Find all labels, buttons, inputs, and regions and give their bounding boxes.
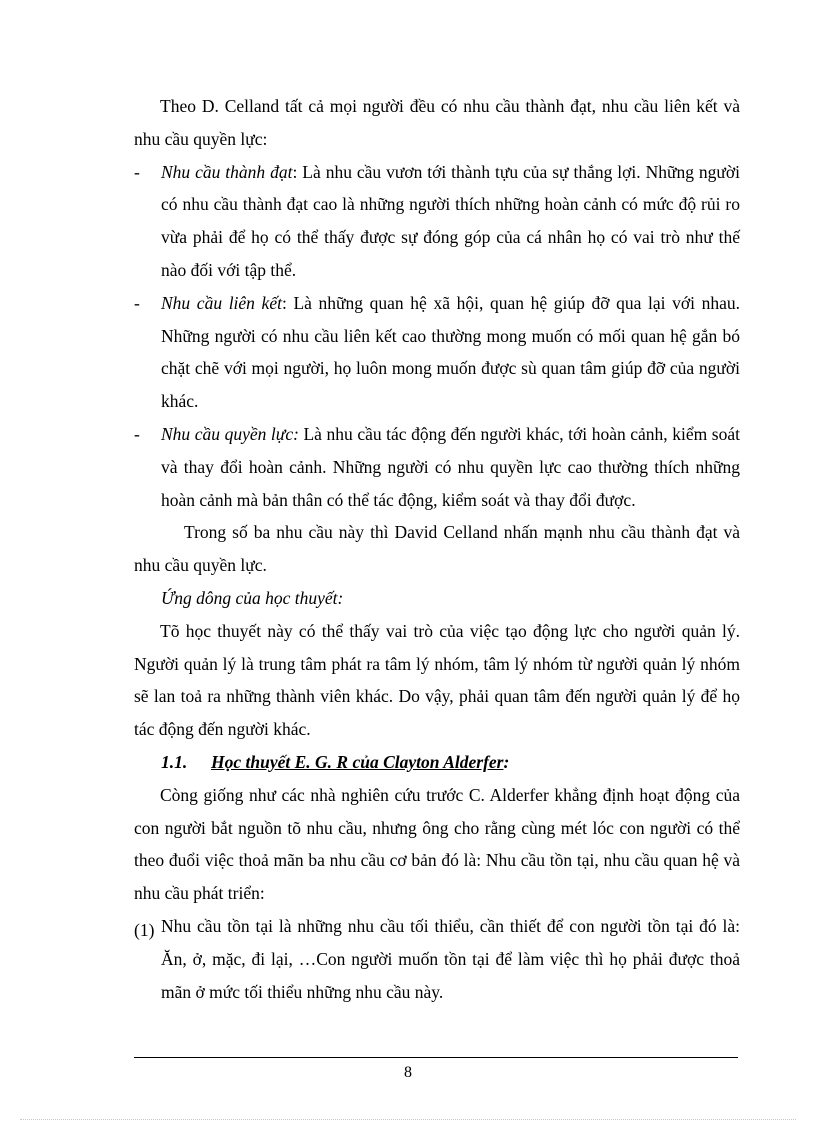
body-text	[134, 90, 740, 1008]
numbered-text: Nhu cầu tồn tại là những nhu cầu tối thiểu, cần thiết để con người tồn tại đó là: Ăn, ở, mặc, đi lại, …Con người muốn tồn tại để làm việc thì họ phải được thoả mãn ở mức tối thiểu những nhu cầu này.	[161, 915, 740, 1002]
heading-title: Học thuyết E. G. R của Clayton Alderfer	[211, 751, 504, 772]
bullet-term: Nhu cầu quyền lực:	[161, 423, 299, 444]
bullet-term: Nhu cầu liên kết	[161, 292, 282, 313]
application-paragraph: Tõ học thuyết này có thể thấy vai trò của việc tạo động lực cho người quản lý. Người quản lý là trung tâm phát ra tâm lý nhóm, tâm lý nhóm từ người quản lý nhóm sẽ lan toả ra những thành viên khác. Do vậy, phải quan tâm đến người quản lý để họ tác động đến người khác.	[134, 620, 740, 740]
page-bottom-edge	[20, 1119, 796, 1120]
footer-divider	[134, 1057, 738, 1058]
bullet-term: Nhu cầu thành đạt	[161, 161, 293, 182]
bullet-marker: -	[134, 423, 140, 444]
page-number: 8	[404, 1064, 412, 1081]
bullet-separator: :	[281, 292, 294, 313]
heading-colon: :	[503, 751, 510, 772]
list-item	[134, 418, 740, 516]
bullet-list	[134, 156, 740, 517]
list-item	[134, 287, 740, 418]
heading-number: 1.1.	[161, 751, 188, 772]
application-title: Ứng dông của học thuyết:	[161, 587, 344, 608]
numbered-list	[134, 910, 740, 1008]
bullet-text: Là nhu cầu tác động đến người khác, tới hoàn cảnh, kiểm soát và thay đổi hoàn cảnh. Những người có nhu quyền lực cao thường thích những hoàn cảnh mà bản thân có thể tác động, kiểm soát và thay đổi được.	[161, 423, 740, 510]
bullet-marker: -	[134, 292, 140, 313]
section-heading	[134, 746, 740, 779]
list-item	[134, 156, 740, 287]
bullet-text: Là nhu cầu vươn tới thành tựu của sự thắng lợi. Những người có nhu cầu thành đạt cao là những người thích những hoàn cảnh có mức độ rủi ro vừa phải để họ có thể thấy được sự đóng góp của cá nhân họ có vai trò như thế nào đối với tập thể.	[161, 161, 740, 280]
numbered-marker: (1)	[134, 919, 155, 940]
list-item	[134, 910, 740, 1008]
bullet-text: Là những quan hệ xã hội, quan hệ giúp đỡ qua lại với nhau. Những người có nhu cầu liên kết cao thường mong muốn có mối quan hệ gắn bó chặt chẽ với mọi người, họ luôn mong muốn được sù quan tâm giúp đỡ của người khác.	[161, 292, 741, 412]
bullet-marker: -	[134, 161, 140, 182]
alderfer-paragraph: Còng giống như các nhà nghiên cứu trước C. Alderfer khẳng định hoạt động của con người bắt nguồn tõ nhu cầu, nhưng ông cho rằng cùng mét lóc con người có thể theo đuổi việc thoả mãn ba nhu cầu cơ bản đó là: Nhu cầu tồn tại, nhu cầu quan hệ và nhu cầu phát triển:	[134, 784, 740, 904]
summary-paragraph: Trong số ba nhu cầu này thì David Celland nhấn mạnh nhu cầu thành đạt và nhu cầu quyền lực.	[134, 522, 740, 576]
bullet-separator: :	[292, 161, 303, 182]
intro-paragraph: Theo D. Celland tất cả mọi người đều có nhu cầu thành đạt, nhu cầu liên kết và nhu cầu quyền lực:	[134, 96, 740, 149]
